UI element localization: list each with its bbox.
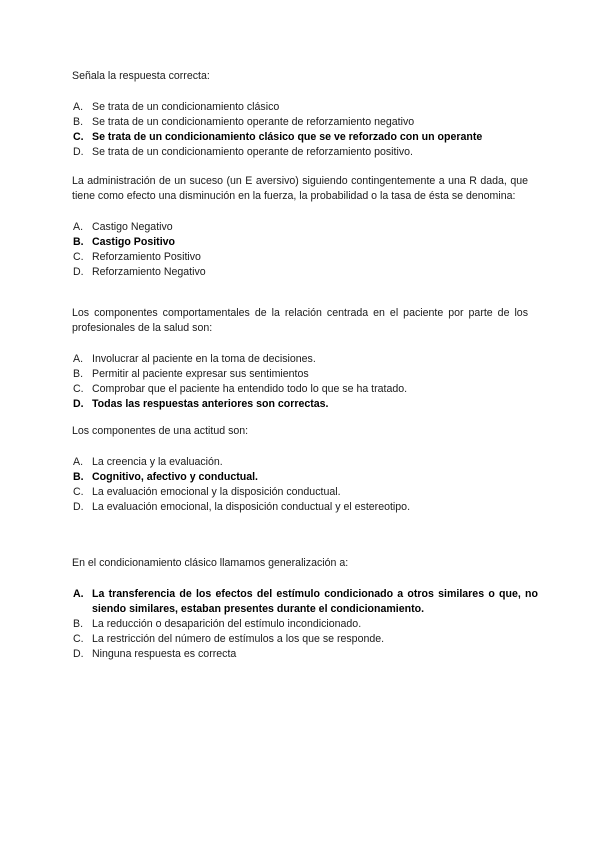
question-1-text: Señala la respuesta correcta:	[72, 70, 210, 82]
option-c: C. Reforzamiento Positivo	[73, 251, 201, 263]
option-d: D. Se trata de un condicionamiento operante de reforzamiento positivo.	[73, 146, 413, 158]
question-3-text: Los componentes comportamentales de la relación centrada en el paciente por parte de los profesionales de la salud son:	[72, 307, 528, 334]
option-b: B. Se trata de un condicionamiento operante de reforzamiento negativo	[73, 116, 415, 128]
option-b-correct: B. Cognitivo, afectivo y conductual.	[73, 471, 258, 483]
question-4-text: Los componentes de una actitud son:	[72, 425, 249, 437]
question-4	[72, 424, 528, 515]
question-5-options	[72, 587, 538, 662]
question-3-options	[72, 352, 528, 412]
option-d: D. Reforzamiento Negativo	[73, 266, 206, 278]
question-2-options	[72, 220, 528, 280]
option-b: B. La reducción o desaparición del estímulo incondicionado.	[73, 618, 362, 630]
option-a: A. La creencia y la evaluación.	[73, 456, 223, 468]
option-b: B. Permitir al paciente expresar sus sentimientos	[73, 368, 309, 380]
option-c: C. Comprobar que el paciente ha entendido todo lo que se ha tratado.	[73, 383, 408, 395]
option-a-correct: A. La transferencia de los efectos del estímulo condicionado a otros similares o que, no siendo similares, estaban presentes durante el condicionamiento.	[73, 588, 538, 615]
option-d: D. La evaluación emocional, la disposición conductual y el estereotipo.	[73, 501, 411, 513]
question-4-options	[72, 455, 528, 515]
option-d-correct: D. Todas las respuestas anteriores son correctas.	[73, 398, 329, 410]
option-a: A. Involucrar al paciente en la toma de decisiones.	[73, 353, 316, 365]
question-2-text: La administración de un suceso (un E aversivo) siguiendo contingentemente a una R dada, que tiene como efecto una disminución en la fuerza, la probabilidad o la tasa de ésta se denomina:	[72, 175, 528, 202]
option-c: C. La evaluación emocional y la disposición conductual.	[73, 486, 341, 498]
option-c-correct: C. Se trata de un condicionamiento clásico que se ve reforzado con un operante	[73, 131, 483, 143]
question-5	[72, 556, 538, 662]
question-1-options	[72, 100, 528, 160]
option-c: C. La restricción del número de estímulos a los que se responde.	[73, 633, 385, 645]
question-5-text: En el condicionamiento clásico llamamos generalización a:	[72, 557, 349, 569]
option-a: A. Se trata de un condicionamiento clásico	[73, 101, 280, 113]
option-b-correct: B. Castigo Positivo	[73, 236, 175, 248]
question-2	[72, 174, 528, 280]
option-d: D. Ninguna respuesta es correcta	[73, 648, 237, 660]
question-3	[72, 306, 528, 412]
option-a: A. Castigo Negativo	[73, 221, 173, 233]
question-1	[72, 69, 528, 160]
